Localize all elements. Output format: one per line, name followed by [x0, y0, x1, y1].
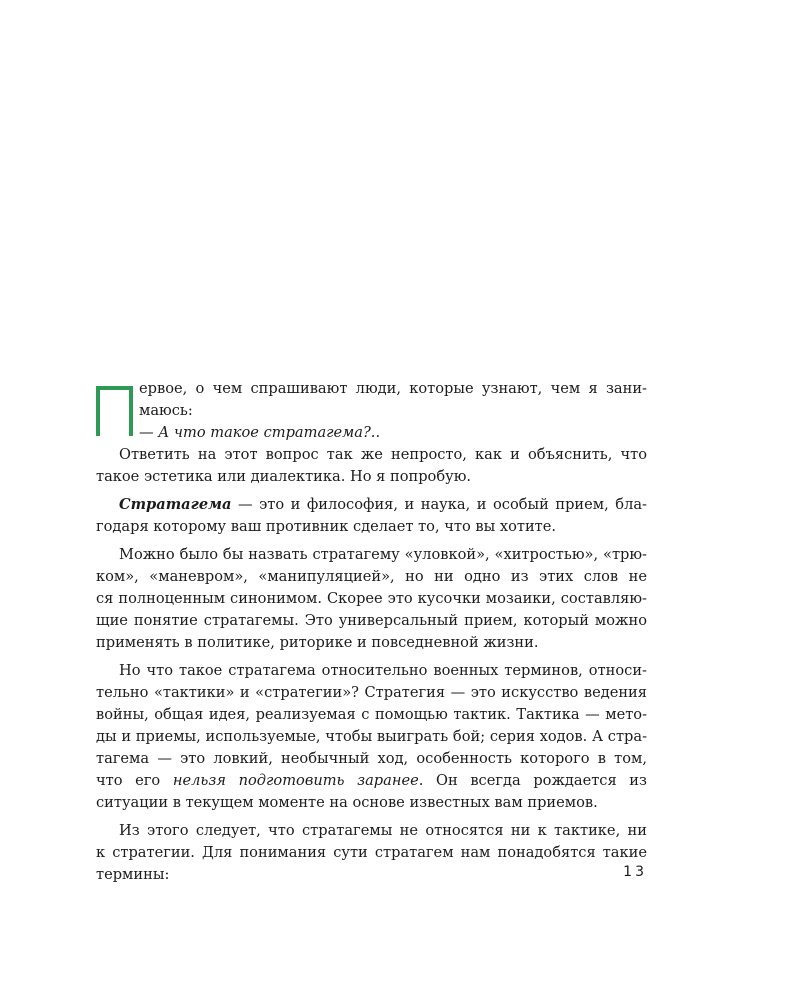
text-line: Можно было бы назвать стратагему «уловкой», «хитростью», «трю-: [119, 546, 647, 563]
emphasis-text: нельзя подготовить заранее: [172, 772, 419, 789]
text-line: применять в политике, риторике и повседневной жизни.: [96, 634, 539, 651]
text-segment: что его: [96, 772, 173, 789]
text-line: ды и приемы, используемые, чтобы выиграть бой; серия ходов. А стра-: [96, 728, 647, 745]
text-line: Но что такое стратагема относительно военных терминов, относи-: [119, 662, 647, 679]
text-line: годаря которому ваш противник сделает то, что вы хотите.: [96, 518, 557, 535]
text-line: [96, 770, 647, 792]
text-line: Из этого следует, что стратагемы не относятся ни к тактике, ни: [119, 822, 647, 839]
text-line: ситуации в текущем моменте на основе известных вам приемов.: [96, 794, 598, 811]
definition-line: [96, 494, 647, 516]
text-segment: — это и философия, и наука, и особый прием, бла-: [231, 496, 647, 513]
text-line: такое эстетика или диалектика. Но я попробую.: [96, 468, 472, 485]
page-number: 13: [623, 864, 647, 880]
text-line: тельно «тактики» и «стратегии»? Стратегия — это искусство ведения: [96, 684, 647, 701]
text-line: войны, общая идея, реализуемая с помощью тактик. Тактика — мето-: [96, 706, 647, 723]
text-line: к стратегии. Для понимания сути стратагем нам понадобятся такие: [96, 844, 647, 861]
body-text: [96, 378, 647, 886]
text-line: тагема — это ловкий, необычный ход, особенность которого в том,: [96, 750, 647, 767]
dialogue-line: — А что такое стратагема?..: [139, 424, 381, 441]
text-line: ервое, о чем спрашивают люди, которые узнают, чем я зани-: [139, 380, 647, 397]
text-line: маюсь:: [139, 402, 193, 419]
term-stratagem: Стратагема: [119, 496, 232, 513]
text-line: термины:: [96, 866, 170, 883]
text-line: Ответить на этот вопрос так же непросто, как и объяснить, что: [119, 446, 647, 463]
text-line: ком», «маневром», «манипуляцией», но ни одно из этих слов не: [96, 568, 647, 585]
text-line: щие понятие стратагемы. Это универсальный прием, который можно: [96, 612, 647, 629]
text-line: ся полноценным синонимом. Скорее это кусочки мозаики, составляю-: [96, 590, 647, 607]
text-segment: . Он всегда рождается из: [418, 772, 647, 789]
